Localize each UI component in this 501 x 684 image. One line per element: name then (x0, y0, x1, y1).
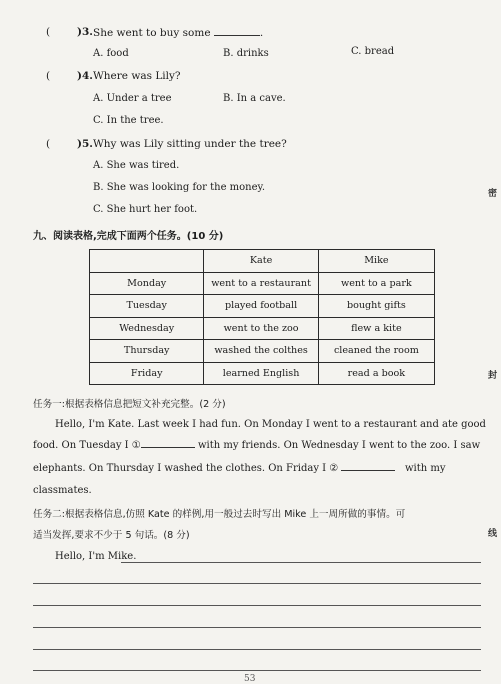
q5-option-b[interactable]: B. She was looking for the money. (93, 182, 266, 193)
table-cell-mike: went to a park (318, 272, 434, 295)
table-row (90, 272, 435, 295)
table-cell-kate: went to the zoo (204, 317, 318, 340)
q5-number: )5. (77, 138, 93, 150)
q3-number: )3. (77, 26, 93, 38)
table-cell-kate: washed the colthes (204, 340, 318, 363)
page-number: 53 (244, 674, 256, 684)
table-cell-mike: flew a kite (318, 317, 434, 340)
task2-starter: Hello, I'm Mike. (55, 551, 137, 562)
task1-line4: classmates. (33, 485, 92, 496)
q4-stem: Where was Lily? (93, 70, 181, 82)
table-row (90, 362, 435, 385)
task1-blank-1[interactable] (141, 438, 195, 448)
table-cell-day: Tuesday (90, 295, 204, 318)
q5-bracket: ( (46, 138, 51, 150)
table-cell-mike: read a book (318, 362, 434, 385)
table-cell-day: Thursday (90, 340, 204, 363)
table-cell-mike: cleaned the room (318, 340, 434, 363)
q4-option-b[interactable]: B. In a cave. (223, 93, 286, 104)
table-cell-kate: learned English (204, 362, 318, 385)
section9-title: 九、阅读表格,完成下面两个任务。(10 分) (33, 231, 224, 242)
task2-title-line1: 任务二:根据表格信息,仿照 Kate 的样例,用一般过去时写出 Mike 上一周所做的事情。可 (33, 509, 406, 520)
q4-option-c[interactable]: C. In the tree. (93, 115, 164, 126)
margin-char-mi: 密 (488, 189, 498, 199)
task1-line3: elephants. On Thursday I washed the clothes. On Friday I ② with my (33, 463, 446, 474)
table-cell-day: Friday (90, 362, 204, 385)
table-row (90, 295, 435, 318)
q4-bracket: ( (46, 70, 51, 82)
margin-char-xian: 线 (488, 529, 498, 539)
writing-line[interactable] (121, 562, 481, 563)
schedule-table (89, 249, 435, 385)
writing-line[interactable] (33, 627, 481, 628)
writing-line[interactable] (33, 605, 481, 606)
table-row (90, 317, 435, 340)
table-header-row (90, 250, 435, 273)
table-cell-kate: went to a restaurant (204, 272, 318, 295)
writing-line[interactable] (33, 670, 481, 671)
writing-line[interactable] (33, 583, 481, 584)
margin-char-feng: 封 (488, 371, 498, 381)
table-header-cell: Kate (204, 250, 318, 273)
task1-blank-2[interactable] (341, 461, 395, 471)
table-cell-day: Monday (90, 272, 204, 295)
table-row (90, 340, 435, 363)
q3-answer-blank[interactable] (214, 26, 260, 36)
q3-option-a[interactable]: A. food (93, 48, 129, 59)
q5-stem: Why was Lily sitting under the tree? (93, 138, 287, 150)
q4-number: )4. (77, 70, 93, 82)
task1-line2: food. On Tuesday I ① with my friends. On Wednesday I went to the zoo. I saw (33, 440, 481, 451)
table-header-cell (90, 250, 204, 273)
table-cell-day: Wednesday (90, 317, 204, 340)
table-header-cell: Mike (318, 250, 434, 273)
q3-option-b[interactable]: B. drinks (223, 48, 269, 59)
table-cell-kate: played football (204, 295, 318, 318)
q3-option-c[interactable]: C. bread (351, 46, 395, 57)
writing-line[interactable] (33, 649, 481, 650)
q3-stem: She went to buy some . (93, 27, 264, 39)
q5-option-c[interactable]: C. She hurt her foot. (93, 204, 198, 215)
task2-title-line2: 适当发挥,要求不少于 5 句话。(8 分) (33, 530, 190, 541)
q5-option-a[interactable]: A. She was tired. (93, 160, 180, 171)
table-cell-mike: bought gifts (318, 295, 434, 318)
q3-bracket: ( (46, 26, 51, 38)
q4-option-a[interactable]: A. Under a tree (93, 93, 172, 104)
task1-line1: Hello, I'm Kate. Last week I had fun. On Monday I went to a restaurant and ate good (55, 419, 486, 430)
task1-title: 任务一:根据表格信息把短文补充完整。(2 分) (33, 399, 226, 410)
